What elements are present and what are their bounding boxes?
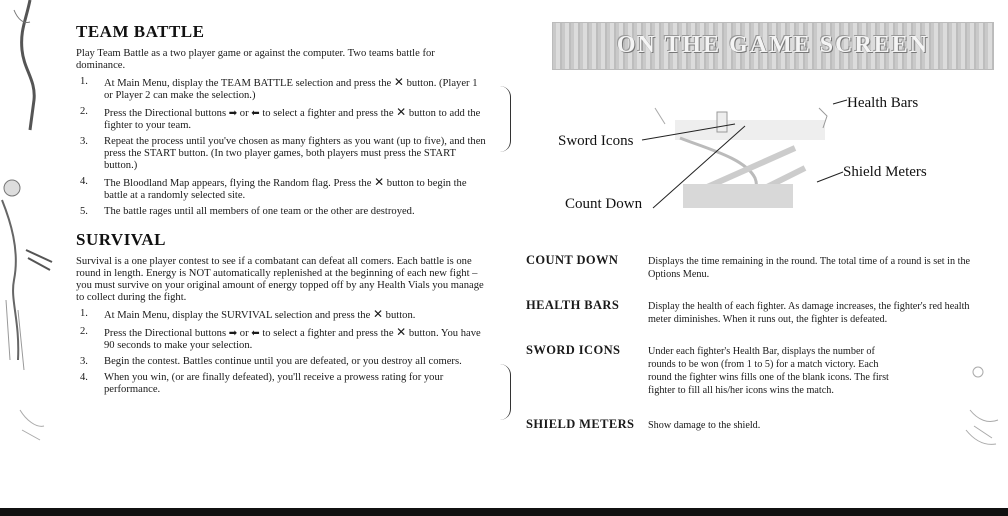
banner-title: ON THE GAME SCREEN <box>616 32 930 58</box>
arrow-left-icon: ⬅ <box>251 328 260 339</box>
survival-step-4: 4. When you win, (or are finally defeated), you'll receive a prowess rating for your performance. <box>80 372 444 395</box>
team-battle-step-4: 4. The Bloodland Map appears, flying the Random flag. Press the ✕ button to begin the battle at a randomly selected site. <box>80 175 467 201</box>
x-button-icon: ✕ <box>396 105 407 119</box>
x-button-icon: ✕ <box>393 75 404 89</box>
callout-count-down: Count Down <box>565 196 643 212</box>
survival-step-2: 2. Press the Directional buttons ➡ or ⬅ to select a fighter and press the ✕ button. You have 90 seconds to make your selection. <box>80 325 481 351</box>
fold-bracket-bottom <box>500 364 511 420</box>
arrow-left-icon: ⬅ <box>251 108 260 119</box>
team-battle-step-3: 3. Repeat the process until you've chosen as many fighters as you want (up to five), and then press the START button. (In two player games, both players must press the START button.) <box>80 136 486 171</box>
callout-shield-meters: Shield Meters <box>843 164 927 180</box>
game-screenshot-image <box>655 108 827 208</box>
x-button-icon: ✕ <box>374 175 385 189</box>
term-shield-meters: SHIELD METERS <box>526 417 635 431</box>
survival-steps <box>76 308 486 396</box>
survival-step-3: 3. Begin the contest. Battles continue until you are defeated, or you destroy all comers. <box>80 356 462 367</box>
team-battle-heading: TEAM BATTLE <box>76 22 205 41</box>
term-health-bars: HEALTH BARS <box>526 298 620 312</box>
desc-count-down: Displays the time remaining in the round. The total time of a round is set in the Options Menu. <box>648 256 971 280</box>
team-battle-step-2: 2. Press the Directional buttons ➡ or ⬅ to select a fighter and press the ✕ button to add the fighter to your team. <box>80 105 481 131</box>
team-battle-intro: Play Team Battle as a two player game or against the computer. Two teams battle for dominance. <box>76 48 435 71</box>
term-count-down: COUNT DOWN <box>526 253 619 267</box>
term-sword-icons: SWORD ICONS <box>526 343 621 357</box>
right-border-artwork <box>948 350 1008 470</box>
team-battle-step-5: 5. The battle rages until all members of one team or the other are destroyed. <box>80 206 415 217</box>
bottom-bar <box>0 508 1008 516</box>
desc-shield-meters: Show damage to the shield. <box>648 420 761 431</box>
survival-step-1: 1. At Main Menu, display the SURVIVAL selection and press the ✕ button. <box>80 307 416 321</box>
warrior-statue-icon <box>2 0 52 440</box>
survival-intro: Survival is a one player contest to see if a combatant can defeat all comers. Each battle is one round in length. Energy is NOT automatically replenished at the beginning of each new fight – you must survive on your original amount of energy topped off by any Health Vials you manage to collect during the fight. <box>76 256 484 303</box>
callout-sword-icons: Sword Icons <box>558 133 634 149</box>
desc-health-bars: Display the health of each fighter. As damage increases, the fighter's red health meter diminishes. When it runs out, the fighter is defeated. <box>648 301 970 325</box>
callout-health-bars: Health Bars <box>847 95 919 111</box>
left-column <box>76 22 486 400</box>
survival-heading: SURVIVAL <box>76 230 167 249</box>
team-battle-steps <box>76 76 486 218</box>
arrow-right-icon: ➡ <box>228 108 238 119</box>
arrow-right-icon: ➡ <box>228 328 238 339</box>
x-button-icon: ✕ <box>396 325 407 339</box>
game-screen-banner <box>552 22 994 70</box>
left-border-artwork <box>0 0 62 470</box>
team-battle-step-1: 1. At Main Menu, display the TEAM BATTLE selection and press the ✕ button. (Player 1 or Player 2 can make the selection.) <box>80 75 478 101</box>
x-button-icon: ✕ <box>372 307 384 321</box>
warrior-sketch-icon <box>966 367 998 444</box>
desc-sword-icons: Under each fighter's Health Bar, displays the number of rounds to be won (from 1 to 5) for a match victory. Each round the fighter wins fills one of the blank icons. The first fighter to fill all his/her icons wins the match. <box>648 346 889 396</box>
